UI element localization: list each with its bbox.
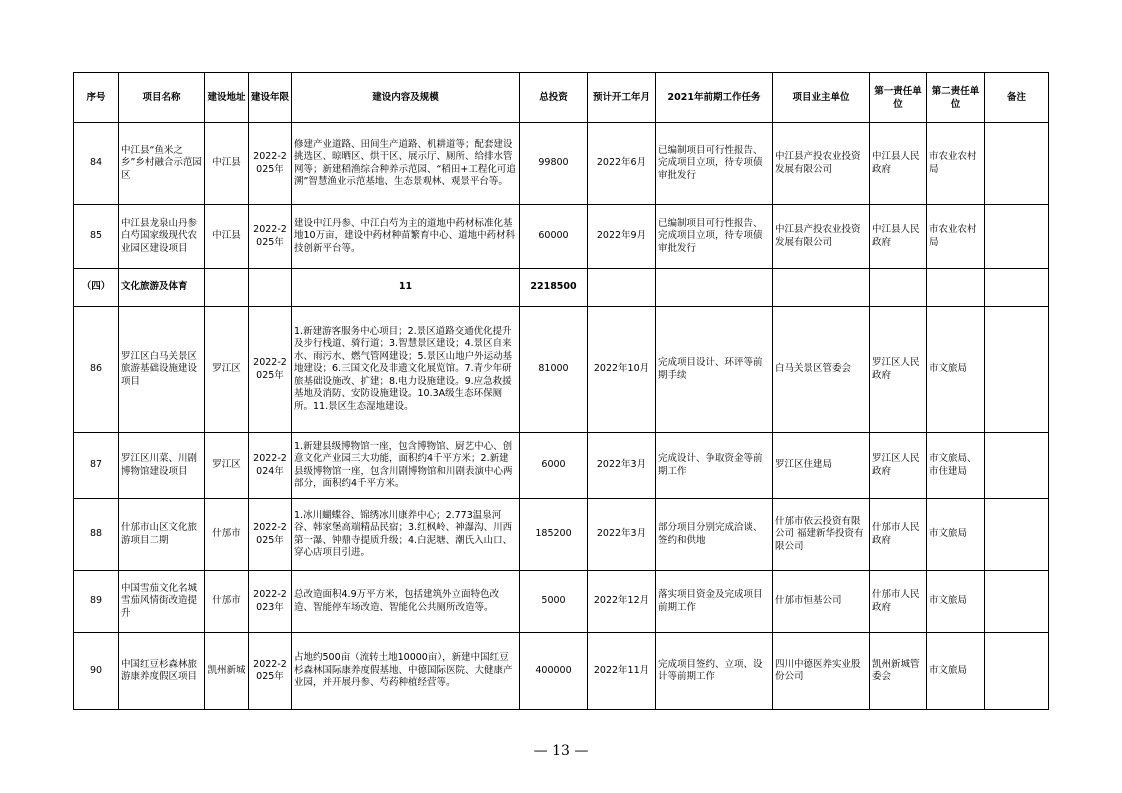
cell-note xyxy=(985,633,1049,710)
header-period: 建设年限 xyxy=(249,73,292,123)
cell-resp1: 中江县人民政府 xyxy=(870,123,927,205)
cell-resp2: 市文旅局 xyxy=(927,307,985,433)
cell-no: 87 xyxy=(74,433,119,499)
cell-location: 罗江区 xyxy=(205,307,249,433)
cell-empty xyxy=(870,269,927,307)
cell-start: 2022年3月 xyxy=(588,499,656,571)
cell-content: 建设中江丹参、中江白芍为主的道地中药材标准化基地10万亩，建设中药材种苗繁育中心、道地中药材科技创新平台等。 xyxy=(292,205,520,269)
cell-no: 85 xyxy=(74,205,119,269)
cell-investment: 81000 xyxy=(520,307,588,433)
cell-location: 罗江区 xyxy=(205,433,249,499)
cell-no: 88 xyxy=(74,499,119,571)
category-no: （四） xyxy=(74,269,119,307)
category-name: 文化旅游及体育 xyxy=(119,269,205,307)
project-table xyxy=(73,72,1049,710)
category-investment: 2218500 xyxy=(520,269,588,307)
cell-start: 2022年11月 xyxy=(588,633,656,710)
cell-owner: 什邡市依云投资有限公司 福建新华投资有限公司 xyxy=(773,499,870,571)
cell-resp2: 市文旅局 xyxy=(927,571,985,633)
header-resp2: 第二责任单位 xyxy=(927,73,985,123)
cell-start: 2022年6月 xyxy=(588,123,656,205)
cell-name: 中国雪茄文化名城雪茄风情街改造提升 xyxy=(119,571,205,633)
cell-resp1: 罗江区人民政府 xyxy=(870,307,927,433)
cell-resp1: 中江县人民政府 xyxy=(870,205,927,269)
cell-note xyxy=(985,433,1049,499)
cell-content: 1.新建县级博物馆一座，包含博物馆、厨艺中心、创意文化产业园三大功能，面积约4千平方米；2.新建县级博物馆一座，包含川剧博物馆和川剧表演中心两部分，面积约4千平方米。 xyxy=(292,433,520,499)
cell-investment: 5000 xyxy=(520,571,588,633)
table-row xyxy=(74,571,1049,633)
page-number: — 13 — xyxy=(533,743,589,759)
cell-empty xyxy=(656,269,773,307)
cell-investment: 185200 xyxy=(520,499,588,571)
cell-period: 2022-2025年 xyxy=(249,123,292,205)
cell-start: 2022年12月 xyxy=(588,571,656,633)
cell-resp1: 罗江区人民政府 xyxy=(870,433,927,499)
cell-no: 86 xyxy=(74,307,119,433)
table-body xyxy=(74,123,1049,710)
cell-resp2: 市文旅局、市住建局 xyxy=(927,433,985,499)
cell-note xyxy=(985,307,1049,433)
cell-period: 2022-2023年 xyxy=(249,571,292,633)
cell-empty xyxy=(927,269,985,307)
cell-owner: 白马关景区管委会 xyxy=(773,307,870,433)
cell-resp1: 凯州新城管委会 xyxy=(870,633,927,710)
cell-name: 中国红豆杉森林旅游康养度假区项目 xyxy=(119,633,205,710)
cell-owner: 什邡市恒基公司 xyxy=(773,571,870,633)
category-row xyxy=(74,269,1049,307)
header-content: 建设内容及规模 xyxy=(292,73,520,123)
cell-note xyxy=(985,123,1049,205)
cell-content: 1.冰川蝴蝶谷、锦绣冰川康养中心；2.773温泉河谷、韩家堡高端精品民宿；3.红枫岭、神瀑沟、川西第一瀑、钟鼎寺提质升级；4.白泥塘、潮氏入山口、穿心店项目引进。 xyxy=(292,499,520,571)
cell-empty xyxy=(249,269,292,307)
cell-owner: 罗江区住建局 xyxy=(773,433,870,499)
cell-period: 2022-2025年 xyxy=(249,633,292,710)
cell-resp1: 什邡市人民政府 xyxy=(870,499,927,571)
cell-location: 什邡市 xyxy=(205,499,249,571)
cell-name: 中江县龙泉山丹参白芍国家级现代农业园区建设项目 xyxy=(119,205,205,269)
cell-resp2: 市农业农村局 xyxy=(927,205,985,269)
cell-task: 已编制项目可行性报告、完成项目立项，待专项债审批发行 xyxy=(656,205,773,269)
cell-period: 2022-2025年 xyxy=(249,499,292,571)
cell-task: 落实项目资金及完成项目前期工作 xyxy=(656,571,773,633)
cell-empty xyxy=(773,269,870,307)
cell-task: 已编制项目可行性报告、完成项目立项，待专项债审批发行 xyxy=(656,123,773,205)
cell-start: 2022年9月 xyxy=(588,205,656,269)
table-row xyxy=(74,633,1049,710)
cell-period: 2022-2025年 xyxy=(249,205,292,269)
cell-owner: 四川中德医养实业股份公司 xyxy=(773,633,870,710)
cell-location: 中江县 xyxy=(205,123,249,205)
cell-name: 罗江区白马关景区旅游基础设施建设项目 xyxy=(119,307,205,433)
cell-name: 什邡市山区文化旅游项目二期 xyxy=(119,499,205,571)
cell-investment: 99800 xyxy=(520,123,588,205)
header-no: 序号 xyxy=(74,73,119,123)
cell-task: 完成项目签约、立项、设计等前期工作 xyxy=(656,633,773,710)
category-count: 11 xyxy=(292,269,520,307)
cell-content: 总改造面积4.9万平方米，包括建筑外立面特色改造、智能停车场改造、智能化公共厕所改造等。 xyxy=(292,571,520,633)
header-location: 建设地址 xyxy=(205,73,249,123)
header-name: 项目名称 xyxy=(119,73,205,123)
header-owner: 项目业主单位 xyxy=(773,73,870,123)
cell-content: 修建产业道路、田间生产道路、机耕道等；配套建设挑选区、晾晒区、烘干区、展示厅、厕所、给排水管网等；新建稻渔综合种养示范园、“稻田+工程化可追溯”智慧渔业示范基地、生态景观林、观景平台等。 xyxy=(292,123,520,205)
header-task: 2021年前期工作任务 xyxy=(656,73,773,123)
cell-investment: 6000 xyxy=(520,433,588,499)
cell-period: 2022-2025年 xyxy=(249,307,292,433)
cell-resp2: 市文旅局 xyxy=(927,499,985,571)
table-row xyxy=(74,433,1049,499)
cell-no: 90 xyxy=(74,633,119,710)
cell-empty xyxy=(205,269,249,307)
cell-location: 凯州新城 xyxy=(205,633,249,710)
cell-content: 占地约500亩（流转土地10000亩），新建中国红豆杉森林国际康养度假基地、中德国际医院、大健康产业园，并开展丹参、芍药种植经营等。 xyxy=(292,633,520,710)
table-header-row xyxy=(74,73,1049,123)
cell-note xyxy=(985,205,1049,269)
cell-owner: 中江县产投农业投资发展有限公司 xyxy=(773,123,870,205)
cell-content: 1.新建游客服务中心项目；2.景区道路交通优化提升及步行栈道、骑行道；3.智慧景区建设；4.景区自来水、雨污水、燃气管网建设；5.景区山地户外运动基地建设；6.三国文化及非遗文化展览馆。7.青少年研旅基础设施改、扩建；8.电力设施建设。9.应急救援基地及消防、安防设施建设。10.3A级生态环保厕所。11.景区生态湿地建设。 xyxy=(292,307,520,433)
cell-task: 完成项目设计、环评等前期手续 xyxy=(656,307,773,433)
cell-location: 什邡市 xyxy=(205,571,249,633)
cell-task: 部分项目分别完成洽谈、签约和供地 xyxy=(656,499,773,571)
table-row xyxy=(74,307,1049,433)
cell-resp1: 什邡市人民政府 xyxy=(870,571,927,633)
cell-start: 2022年3月 xyxy=(588,433,656,499)
cell-task: 完成设计、争取资金等前期工作 xyxy=(656,433,773,499)
cell-no: 89 xyxy=(74,571,119,633)
cell-investment: 60000 xyxy=(520,205,588,269)
cell-start: 2022年10月 xyxy=(588,307,656,433)
cell-location: 中江县 xyxy=(205,205,249,269)
table-row xyxy=(74,123,1049,205)
header-note: 备注 xyxy=(985,73,1049,123)
header-investment: 总投资 xyxy=(520,73,588,123)
cell-empty xyxy=(985,269,1049,307)
cell-resp2: 市农业农村局 xyxy=(927,123,985,205)
cell-period: 2022-2024年 xyxy=(249,433,292,499)
cell-no: 84 xyxy=(74,123,119,205)
cell-resp2: 市文旅局 xyxy=(927,633,985,710)
cell-empty xyxy=(588,269,656,307)
cell-name: 中江县“鱼米之乡”乡村融合示范园区 xyxy=(119,123,205,205)
cell-investment: 400000 xyxy=(520,633,588,710)
cell-note xyxy=(985,571,1049,633)
header-start: 预计开工年月 xyxy=(588,73,656,123)
table-row xyxy=(74,205,1049,269)
cell-note xyxy=(985,499,1049,571)
cell-owner: 中江县产投农业投资发展有限公司 xyxy=(773,205,870,269)
table-row xyxy=(74,499,1049,571)
header-resp1: 第一责任单位 xyxy=(870,73,927,123)
cell-name: 罗江区川菜、川剧博物馆建设项目 xyxy=(119,433,205,499)
